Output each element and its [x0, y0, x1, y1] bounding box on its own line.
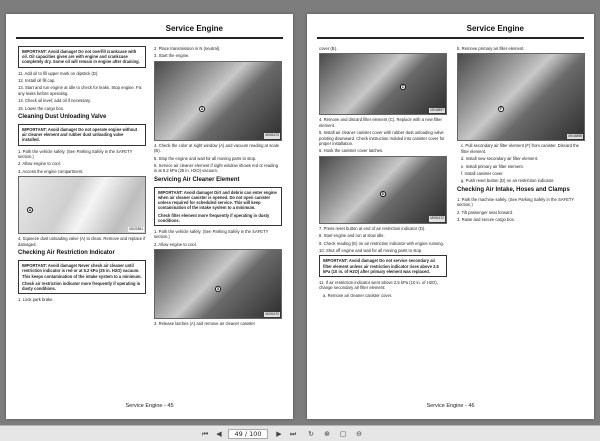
canister-cover-photo	[319, 156, 447, 224]
step-text: 3. Start the engine.	[154, 53, 190, 59]
step-text: 5. Stop the engine and wait for all moving parts to stop.	[154, 155, 257, 161]
step-text: 4. Squeeze dust unloading valve (A) to clean. Remove and replace if damaged.	[18, 236, 146, 247]
zoom-in-icon[interactable]: ⊕	[324, 430, 330, 438]
notice-text: Check air restriction indicator more frequently if operating in dusty conditions.	[22, 280, 141, 291]
step-text: 9. Check reading (E) on air restriction indicator with engine running.	[319, 240, 444, 246]
important-notice	[18, 260, 146, 294]
figure-code: MX46898	[568, 134, 582, 138]
figure-code: MX46897	[430, 108, 444, 112]
step-text: 2. Allow engine to cool.	[18, 161, 61, 167]
step-text: 3. Access the engine compartment.	[18, 168, 84, 174]
pdf-toolbar	[0, 425, 600, 441]
right-column-2	[457, 46, 585, 224]
page-45	[6, 14, 293, 419]
page-46	[307, 14, 594, 419]
callout-label: A	[216, 287, 220, 292]
step-text: c. Pull secondary air filter element (F) from canister. Discard the filter element.	[461, 143, 579, 154]
figure-code: MX51672	[430, 216, 444, 221]
dust-valve-photo	[18, 176, 146, 234]
step-text: 13. Start and run engine at idle to check for leaks. Stop engine. Fix any leaks before operating.	[18, 85, 142, 96]
step-text: e. Install primary air filter element.	[461, 163, 524, 169]
page-number-input[interactable]: 49 / 100	[228, 429, 268, 439]
secondary-filter-photo	[457, 53, 585, 141]
page-footer: Service Engine - 45	[125, 403, 174, 409]
step-text: 7. Press reset button at end of air restriction indicator (D).	[319, 225, 426, 231]
callout-label: D	[381, 191, 385, 196]
important-notice	[18, 124, 146, 146]
figure-code: MX51670	[265, 133, 279, 138]
notice-text: IMPORTANT: Avoid damage! Never check air cleaner until restriction indicator is red or at 6.2 kPa (25 in. H2O) vacuum. This keeps contamination of the intake system to a minimum.	[22, 263, 142, 279]
first-page-icon[interactable]: ⏮	[201, 430, 209, 438]
air-cleaner-photo	[154, 249, 282, 319]
right-column-1	[319, 46, 447, 300]
step-text: 5. Install air cleaner canister cover with rubber dust unloading valve pointing downward. Check instruction molded into canister cover for proper installation.	[319, 130, 445, 147]
step-text: 15. Lower the cargo box.	[18, 105, 65, 111]
step-text: a. Remove air cleaner canister cover.	[323, 292, 393, 298]
step-text: 6. Service air cleaner element if sight window shows red or reading is at 6.2 kPa (25 in. H2O) vacuum.	[154, 163, 279, 174]
notice-text: IMPORTANT: Avoid damage! Do not service secondary air filter element unless air restriction indicator rises above 2.5 kPa (10 in. of H2O) after primary element was replaced.	[323, 258, 439, 274]
page-title: Service Engine	[165, 24, 223, 33]
filter-element-photo	[319, 53, 447, 115]
step-text: 8. Start engine and run at slow idle.	[319, 233, 385, 239]
step-text: 2. Allow engine to cool.	[154, 241, 197, 247]
last-page-icon[interactable]: ⏭	[289, 430, 297, 438]
section-heading: Servicing Air Cleaner Element	[154, 176, 240, 183]
restriction-indicator-photo	[154, 61, 282, 141]
step-text: 1. Park the machine safely. (See Parking Safely in the SAFETY section.)	[457, 196, 575, 208]
step-text: 12. Install oil fill cap.	[18, 78, 56, 84]
zoom-out-icon[interactable]: ⊖	[356, 430, 362, 438]
section-heading: Cleaning Dust Unloading Valve	[18, 114, 107, 121]
step-text: 2. Place transmission in N (neutral).	[154, 46, 221, 51]
page-header	[16, 23, 283, 39]
step-text: 10. Shut off engine and wait for all moving parts to stop.	[319, 248, 423, 254]
step-text: 3. Release latches (A) and remove air cleaner canister	[154, 321, 256, 327]
figure-code: MX22581	[129, 226, 143, 231]
step-text: 3. Raise and secure cargo box.	[457, 217, 515, 223]
section-heading: Checking Air Intake, Hoses and Clamps	[457, 186, 570, 193]
fit-page-icon[interactable]: ▢	[339, 430, 347, 438]
step-text: 6. Hook the canister cover latches.	[319, 148, 384, 154]
page-header	[317, 23, 584, 39]
step-text: 1. Park the vehicle safely. (See Parking Safely in the SAFETY section.)	[18, 148, 133, 160]
figure-code: MX51670	[265, 311, 279, 316]
step-text: b. Remove primary air filter element.	[457, 46, 525, 51]
notice-text: IMPORTANT: Avoid damage! Do not operate engine without air cleaner element and rubber dust unloading valve installed.	[22, 127, 138, 143]
step-text: g. Push reset button (D) on air restriction indicator.	[461, 178, 555, 184]
callout-label: C	[401, 85, 405, 90]
previous-page-icon[interactable]: ◀	[216, 430, 222, 438]
step-text: d. Install new secondary air filter element.	[461, 156, 539, 162]
notice-text: IMPORTANT: Avoid damage! Do not overfill crankcase with oil. Oil capacities given are with engine and crankcase completely dry. Some oil will remain in engine after draining.	[22, 49, 140, 65]
step-text: cover (B).	[319, 46, 338, 51]
callout-label: A	[28, 208, 32, 213]
important-notice	[154, 187, 282, 226]
step-text: 1. Park the vehicle safely. (See Parking Safely in the SAFETY section.)	[154, 229, 269, 240]
rotate-icon[interactable]: ↻	[308, 430, 314, 438]
step-text: 4. Check the color at sight window (A) and vacuum reading at scale (B).	[154, 142, 279, 154]
callout-label: F	[499, 107, 503, 112]
section-heading: Checking Air Restriction Indicator	[18, 250, 115, 257]
step-text: 11. Add oil to fill upper mark on dipstick (D).	[18, 70, 99, 76]
left-column-1	[18, 46, 146, 305]
page-title: Service Engine	[466, 24, 524, 33]
step-text: 4. Remove and discard filter element (C). Replace with a new filter element.	[319, 117, 442, 128]
callout-label: A	[200, 106, 204, 111]
important-notice	[18, 46, 146, 68]
notice-text: IMPORTANT: Avoid damage! Dirt and debris can enter engine when air cleaner canister is opened. Do not open canister unless required for scheduled service. This will keep contamination of the intake system to a minimum.	[158, 189, 277, 211]
left-column-2	[154, 46, 282, 329]
step-text: 14. Check oil level; add oil if necessary.	[18, 98, 92, 104]
step-text: 11. If air restriction indicator went above 2.5 kPa (10 in. of H2O), change secondary air filter element:	[319, 280, 438, 291]
next-page-icon[interactable]: ▶	[276, 430, 282, 438]
step-text: 2. Tilt passenger seat forward.	[457, 209, 514, 215]
step-text: f. Install canister cover.	[461, 171, 504, 177]
important-notice	[319, 255, 447, 277]
step-text: 1. Lock park brake.	[18, 297, 54, 303]
notice-text: Check filter element more frequently if operating in dusty conditions.	[158, 212, 270, 223]
page-footer: Service Engine - 46	[426, 403, 475, 409]
